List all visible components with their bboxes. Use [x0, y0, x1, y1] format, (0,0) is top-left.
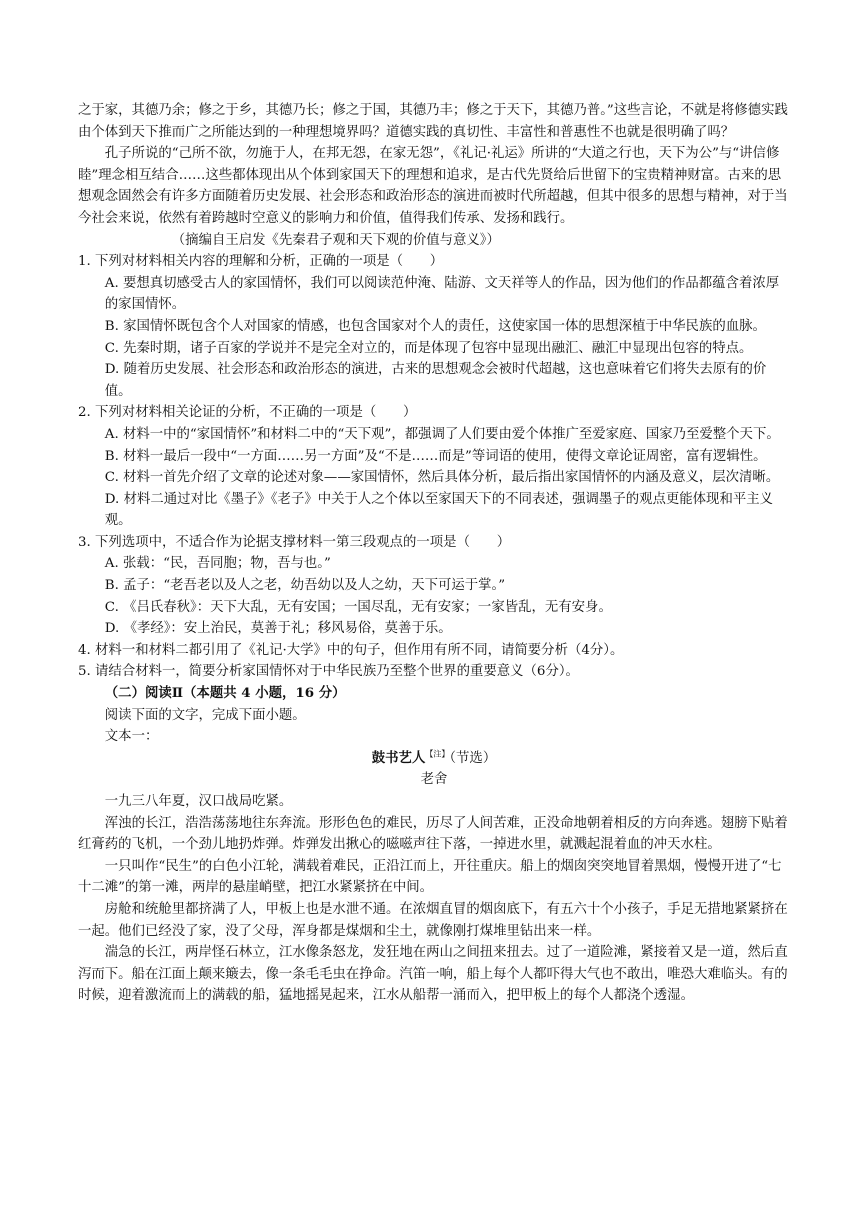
question-1-option-d: D. 随着历史发展、社会形态和政治形态的演进，古来的思想观念会被时代超越，这也意味着它们将失去原有的价值。	[104, 362, 767, 399]
question-2-stem: 2. 下列对材料相关论证的分析，不正确的一项是（ ）	[78, 405, 417, 421]
story-title	[78, 748, 790, 770]
question-5: 5. 请结合材料一，简要分析家国情怀对于中华民族乃至整个世界的重要意义（6分）。	[78, 664, 579, 680]
question-3-option-a: A. 张载：“民，吾同胞；物，吾与也。”	[104, 556, 331, 572]
question-1-option-b: B. 家国情怀既包含个人对国家的情感，也包含国家对个人的责任，这使家国一体的思想深植于中华民族的血脉。	[104, 318, 766, 334]
document-page	[78, 100, 790, 1007]
question-3-option-d: D. 《孝经》：安上治民，莫善于礼；移风易俗，莫善于乐。	[104, 621, 452, 637]
question-2-option-a: A. 材料一中的“家国情怀”和材料二中的“天下观”，都强调了人们要由爱个体推广至爱家庭、国家乃至爱整个天下。	[104, 426, 780, 442]
story-paragraph: 湍急的长江，两岸怪石林立，江水像条怒龙，发狂地在两山之间扭来扭去。过了一道险滩，紧接着又是一道，然后直泻而下。船在江面上颠来簸去，像一条毛毛虫在挣命。汽笛一响，船上每个人都吓得大气也不敢出，唯恐大难临头。有的时候，迎着激流而上的满载的船，猛地摇晃起来，江水从船帮一涌而入，把甲板上的每个人都浇个透湿。	[78, 945, 788, 1004]
story-paragraph: 一九三八年夏，汉口战局吃紧。	[104, 794, 293, 809]
source-citation: （摘编自王启发《先秦君子观和天下观的价值与意义》）	[171, 232, 500, 248]
question-2-option-d: D. 材料二通过对比《墨子》《老子》中关于人之个体以至家国天下的不同表述，强调墨子的观点更能体现和平主义观。	[104, 491, 774, 529]
story-paragraph: 房舱和统舱里都挤满了人，甲板上也是水泄不通。在浓烟直冒的烟囱底下，有五六十个小孩子，手足无措地紧紧挤在一起。他们已经没了家，没了父母，浑身都是煤烟和尘土，就像刚打煤堆里钻出来一样。	[78, 901, 788, 939]
question-3-option-b: B. 孟子：“老吾老以及人之老，幼吾幼以及人之幼，天下可运于掌。”	[104, 578, 506, 594]
question-3-stem: 3. 下列选项中，不适合作为论据支撑材料一第三段观点的一项是（ ）	[78, 534, 511, 550]
question-2-option-b: B. 材料一最后一段中“一方面……另一方面”及“不是……而是”等词语的使用，使得文章论证周密，富有逻辑性。	[104, 448, 767, 464]
story-paragraph: 浑浊的长江，浩浩荡荡地往东奔流。形形色色的难民，历尽了人间苦难，正没命地朝着相反的方向奔逃。翅膀下贴着红膏药的飞机，一个劲儿地扔炸弹。炸弹发出揪心的嗞嗞声往下落，一掉进水里，就溅起混着血的冲天水柱。	[78, 815, 788, 853]
story-paragraph: 一只叫作“民生”的白色小江轮，满载着难民，正沿江而上，开往重庆。船上的烟囱突突地冒着黑烟，慢慢开进了“七十二滩”的第一滩，两岸的悬崖峭壁，把江水紧紧挤在中间。	[78, 858, 782, 896]
paragraph: 孔子所说的“己所不欲，勿施于人，在邦无怨，在家无怨”，《礼记·礼运》所讲的“大道之行也，天下为公”与“讲信修睦”理念相互结合……这些都体现出从个体到家国天下的理想和追求，是古代先贤给后世留下的宝贵精神财富。古来的思想观念固然会有许多方面随着历史发展、社会形态和政治形态的演进而被时代所超越，但其中很多的思想与精神，对于当今社会来说，依然有着跨越时空意义的影响力和价值，值得我们传承、发扬和践行。	[78, 146, 788, 226]
question-4: 4. 材料一和材料二都引用了《礼记·大学》中的句子，但作用有所不同，请简要分析（4分）。	[78, 642, 624, 658]
question-1-option-c: C. 先秦时期，诸子百家的学说并不是完全对立的，而是体现了包容中显现出融汇、融汇中显现出包容的特点。	[104, 340, 753, 356]
story-title-text: 鼓书艺人	[371, 749, 426, 766]
story-title-suffix: （节选）	[449, 750, 497, 766]
footnote-marker: 【注】	[425, 749, 450, 759]
question-1-stem: 1. 下列对材料相关内容的理解和分析，正确的一项是（ ）	[78, 254, 444, 270]
story-author: 老舍	[420, 772, 448, 788]
question-2-option-c: C. 材料一首先介绍了文章的论述对象——家国情怀，然后具体分析，最后指出家国情怀的内涵及意义，层次清晰。	[104, 470, 780, 486]
section-heading: （二）阅读Ⅱ（本题共 4 小题，16 分）	[104, 685, 346, 702]
question-1-option-a: A. 要想真切感受古人的家国情怀，我们可以阅读范仲淹、陆游、文天祥等人的作品，因为他们的作品都蕴含着浓厚的家国情怀。	[104, 275, 780, 313]
text-label: 文本一：	[104, 729, 159, 745]
question-3-option-c: C. 《吕氏春秋》：天下大乱，无有安国；一国尽乱，无有安家；一家皆乱，无有安身。	[104, 599, 612, 615]
instruction: 阅读下面的文字，完成下面小题。	[104, 707, 306, 723]
paragraph: 之于家，其德乃余；修之于乡，其德乃长；修之于国，其德乃丰；修之于天下，其德乃普。”这些言论，不就是将修德实践由个体到天下推而广之所能达到的一种理想境界吗？道德实践的真切性、丰富性和普惠性不也就是很明确了吗？	[78, 103, 788, 140]
